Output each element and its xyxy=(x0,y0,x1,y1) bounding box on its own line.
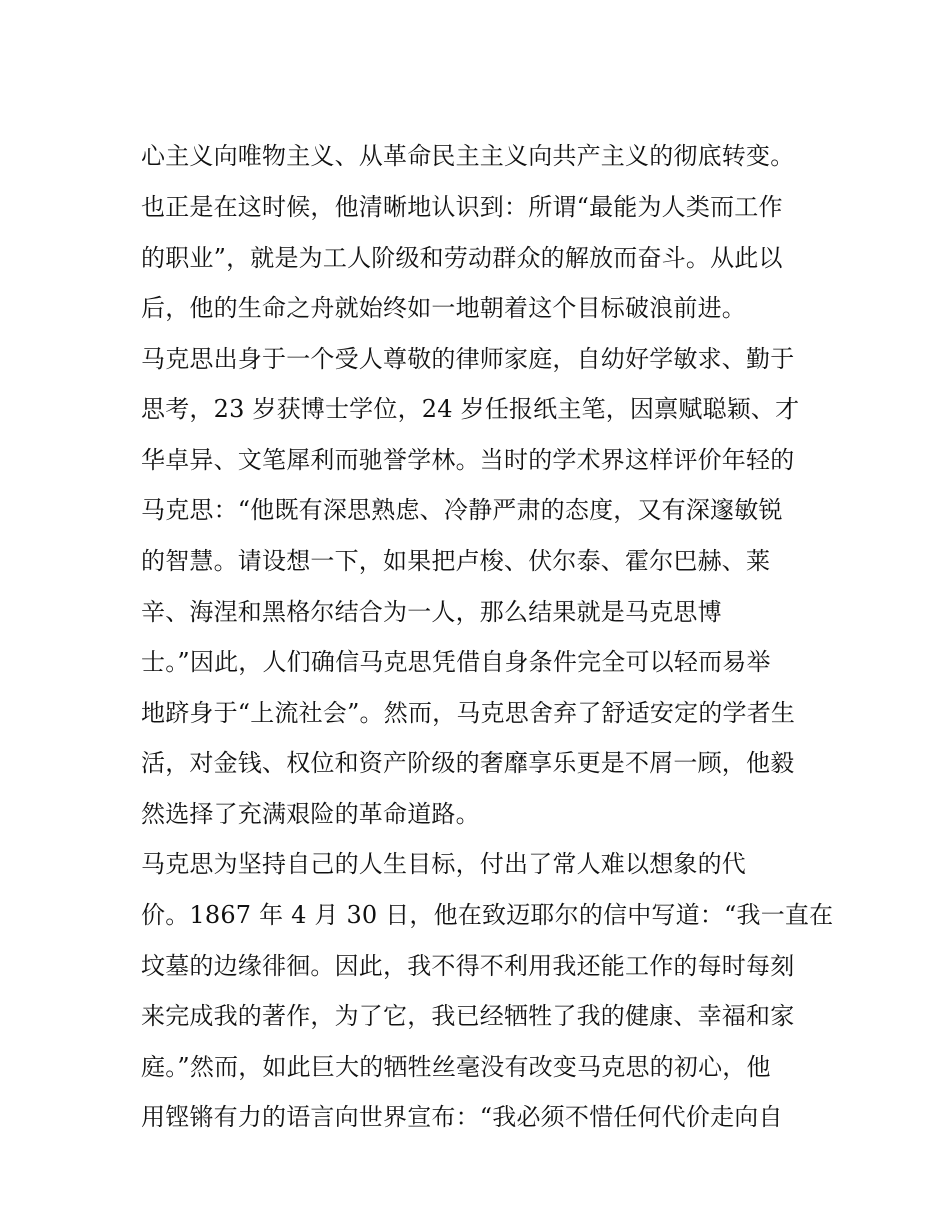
text-line-13: 活，对金钱、权位和资产阶级的奢靡享乐更是不屑一顾，他毅 xyxy=(141,749,795,777)
text-line-5: 马克思出身于一个受人尊敬的律师家庭，自幼好学敏求、勤于 xyxy=(141,345,795,373)
text-line-17: 坟墓的边缘徘徊。因此，我不得不利用我还能工作的每时每刻 xyxy=(141,952,795,980)
text-line-7: 华卓异、文笔犀利而驰誉学林。当时的学术界这样评价年轻的 xyxy=(141,446,795,474)
text-line-15: 马克思为坚持自己的人生目标，付出了常人难以想象的代 xyxy=(141,850,746,878)
text-line-8: 马克思：“他既有深思熟虑、冷静严肃的态度，又有深邃敏锐 xyxy=(141,496,783,524)
text-line-10: 辛、海涅和黑格尔结合为一人，那么结果就是马克思博 xyxy=(141,598,722,626)
text-line-6: 思考，23 岁获博士学位，24 岁任报纸主笔，因禀赋聪颖、才 xyxy=(141,395,800,423)
text-line-3: 的职业”，就是为工人阶级和劳动群众的解放而奋斗。从此以 xyxy=(141,244,783,272)
text-line-20: 用铿锵有力的语言向世界宣布：“我必须不惜任何代价走向自 xyxy=(141,1103,783,1131)
text-line-18: 来完成我的著作，为了它，我已经牺牲了我的健康、幸福和家 xyxy=(141,1002,795,1030)
text-line-4: 后，他的生命之舟就始终如一地朝着这个目标破浪前进。 xyxy=(141,294,746,322)
text-line-9: 的智慧。请设想一下，如果把卢梭、伏尔泰、霍尔巴赫、莱 xyxy=(141,547,771,575)
text-line-2: 也正是在这时候，他清晰地认识到：所谓“最能为人类而工作 xyxy=(141,193,783,221)
text-line-16: 价。1867 年 4 月 30 日，他在致迈耶尔的信中写道：“我一直在 xyxy=(141,901,834,929)
text-line-12: 地跻身于“上流社会”。然而，马克思舍弃了舒适安定的学者生 xyxy=(141,699,796,727)
text-line-1: 心主义向唯物主义、从革命民主主义向共产主义的彻底转变。 xyxy=(141,142,795,170)
text-line-14: 然选择了充满艰险的革命道路。 xyxy=(141,800,480,828)
text-line-11: 士。”因此，人们确信马克思凭借自身条件完全可以轻而易举 xyxy=(141,648,771,676)
text-line-19: 庭。”然而，如此巨大的牺牲丝毫没有改变马克思的初心，他 xyxy=(141,1053,771,1081)
